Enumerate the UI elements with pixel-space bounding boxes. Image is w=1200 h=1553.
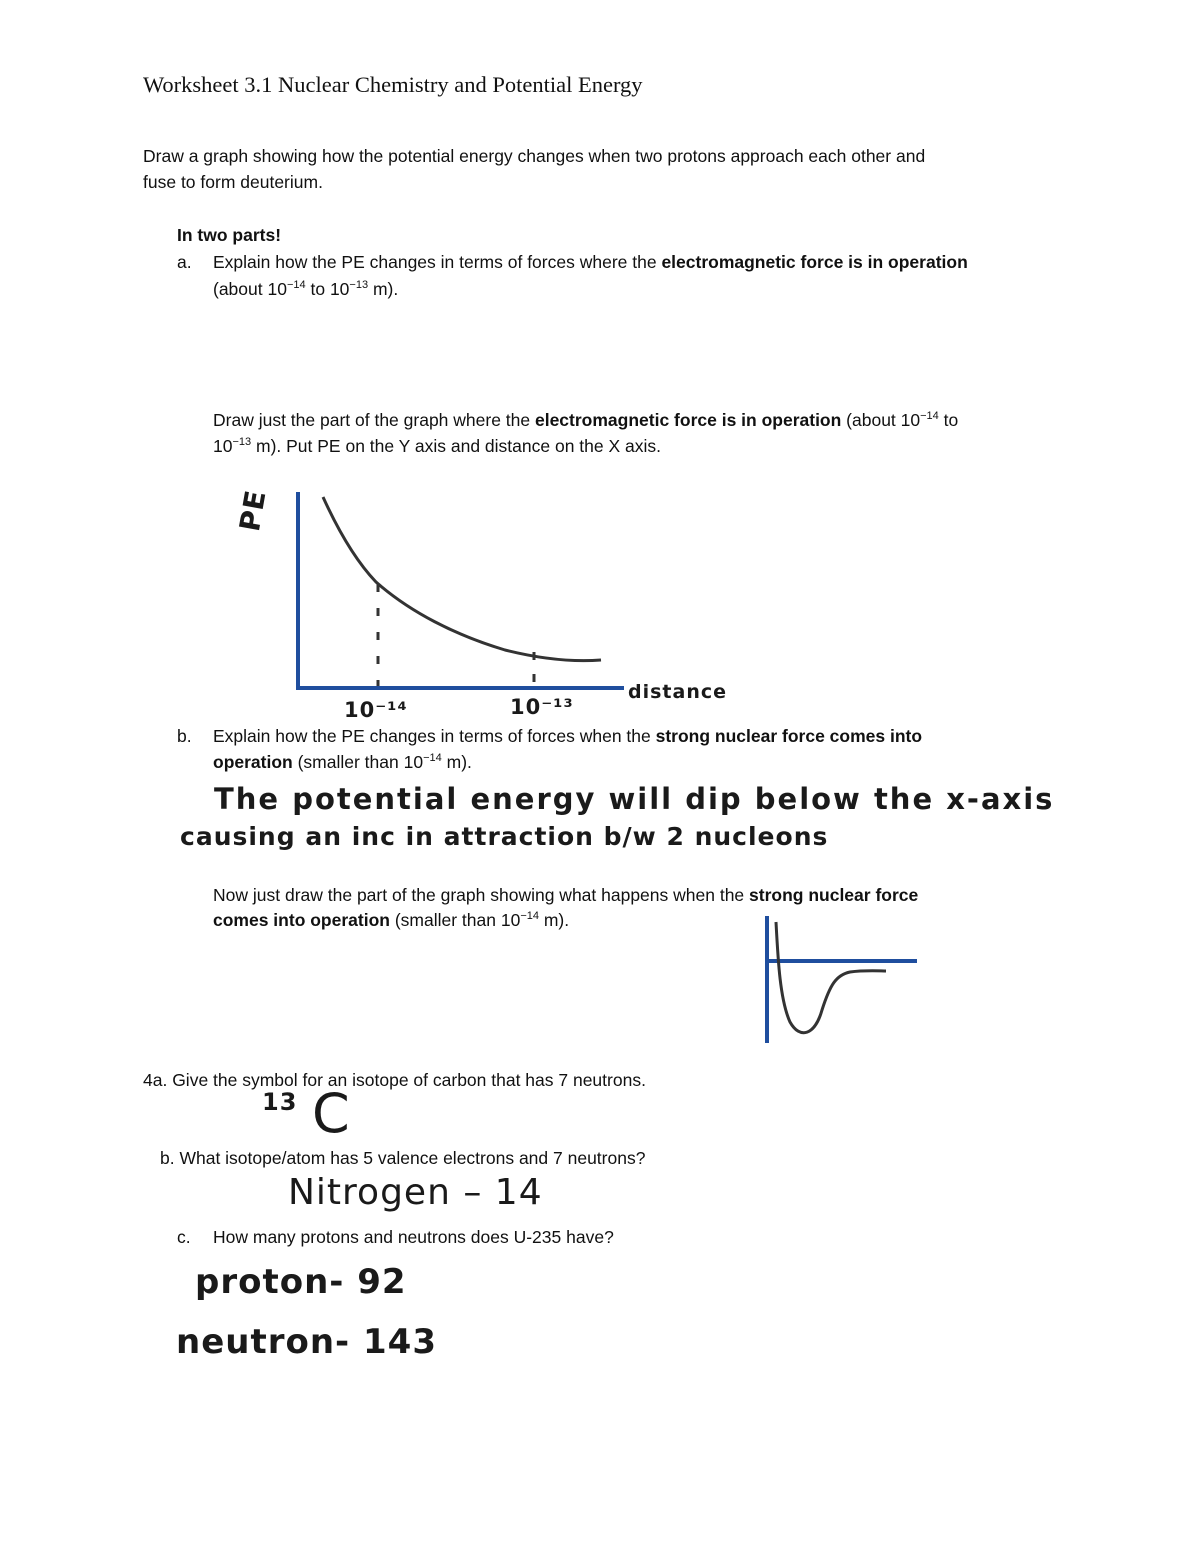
part-a-marker: a. — [177, 252, 192, 272]
intro-line-1: Draw a graph showing how the potential energy changes when two protons approach each other and — [143, 146, 926, 166]
q4a-answer-mass: 13 — [262, 1088, 298, 1116]
draw-a-line-2: $10^{-13}$ m). Put PE on the Y axis and distance on the X axis. — [213, 436, 662, 456]
part-b-answer-line-1: The potential energy will dip below the x-axis — [214, 782, 1055, 816]
q4c-answer-neutrons: neutron- 143 — [176, 1322, 437, 1362]
graph1-x-label: distance — [628, 681, 728, 703]
draw-b-line-2: comes into operation (smaller than $10^{-14}$ m). — [213, 910, 570, 930]
part-a-line-2: (about $10^{-14}$ to $10^{-13}$ m). — [213, 279, 399, 299]
q4b-answer: Nitrogen – 14 — [288, 1172, 543, 1213]
q4a-answer-symbol: C — [312, 1082, 351, 1145]
q4a-question: 4a. Give the symbol for an isotope of carbon that has 7 neutrons. — [143, 1070, 646, 1090]
draw-b-line-1: Now just draw the part of the graph showing what happens when the strong nuclear force — [213, 885, 919, 905]
q4c-answer-protons: proton- 92 — [195, 1262, 407, 1302]
graph1-tick-1: 10⁻¹⁴ — [344, 698, 408, 722]
part-b-line-2: operation (smaller than $10^{-14}$ m). — [213, 752, 472, 772]
q4c-question: How many protons and neutrons does U-235 have? — [213, 1227, 614, 1247]
parts-heading: In two parts! — [177, 225, 282, 245]
graph1-y-label: PE — [232, 487, 273, 534]
part-b-answer-line-2: causing an inc in attraction b/w 2 nucleons — [180, 822, 829, 851]
draw-a-line-1: Draw just the part of the graph where the electromagnetic force is in operation (about $10^{-14}$ to — [213, 410, 959, 430]
q4b-question: b. What isotope/atom has 5 valence electrons and 7 neutrons? — [160, 1148, 646, 1168]
part-a-line-1: Explain how the PE changes in terms of forces where the electromagnetic force is in operation — [213, 252, 968, 272]
q4c-marker: c. — [177, 1227, 191, 1247]
part-b-marker: b. — [177, 726, 192, 746]
intro-line-2: fuse to form deuterium. — [143, 172, 323, 192]
part-b-line-1: Explain how the PE changes in terms of forces when the strong nuclear force comes into — [213, 726, 923, 746]
page-title: Worksheet 3.1 Nuclear Chemistry and Potential Energy — [143, 72, 643, 97]
graph1-tick-2: 10⁻¹³ — [510, 695, 574, 719]
graph2-well-curve — [776, 922, 886, 1033]
